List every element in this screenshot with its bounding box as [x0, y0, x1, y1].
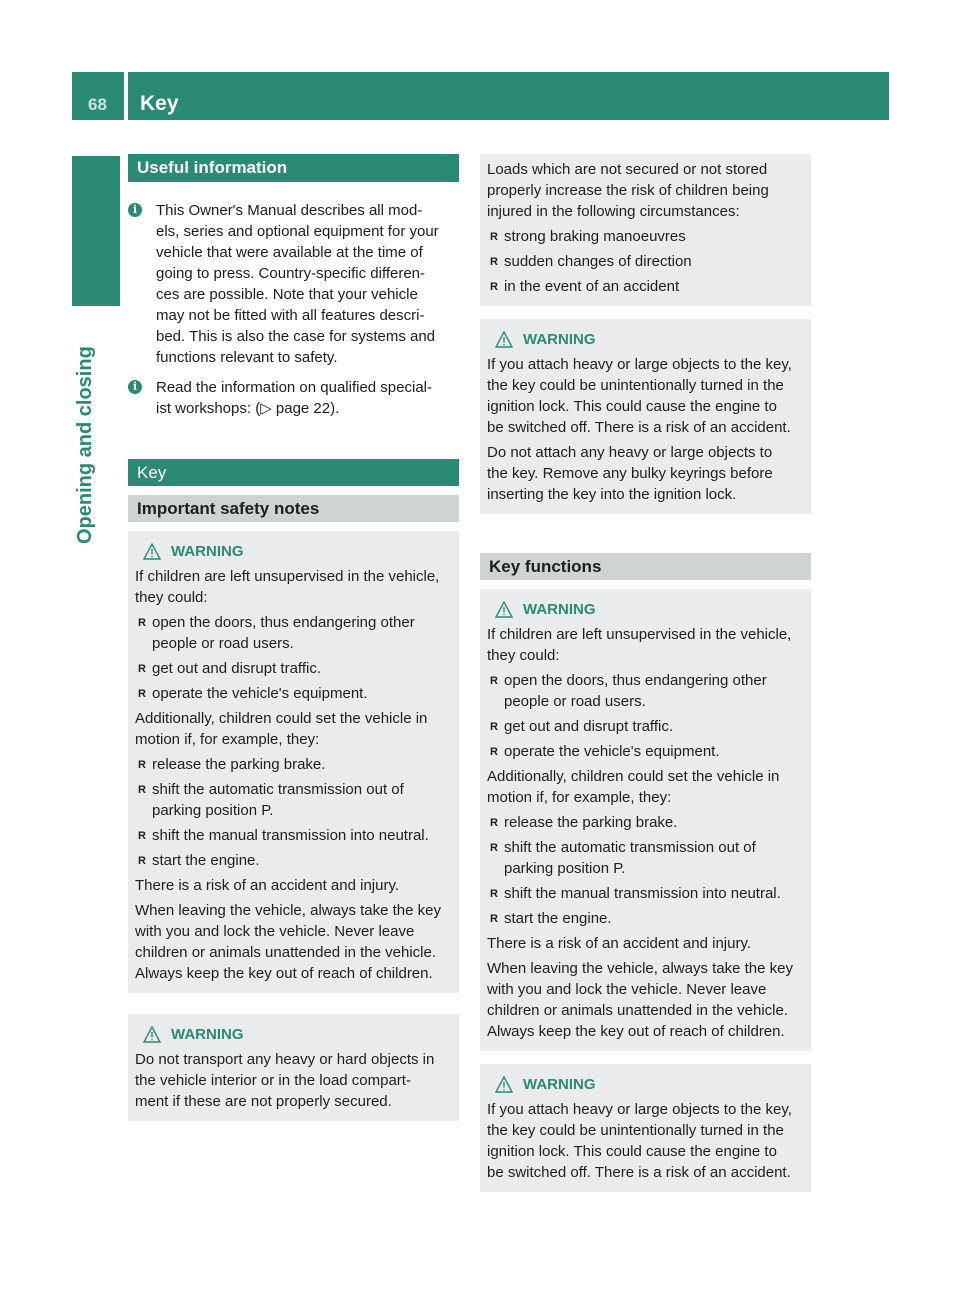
bullet-text: release the parking brake. — [152, 756, 326, 773]
warning-triangle-icon — [143, 543, 161, 560]
bullet-text: shift the manual transmission into neutral. — [152, 827, 429, 844]
text-line: children or animals unattended in the vehicle. — [487, 1002, 789, 1019]
bullet-text: start the engine. — [152, 852, 260, 869]
warning-closing — [487, 958, 804, 1042]
info-text — [142, 200, 459, 368]
bullet-text: in the event of an accident — [504, 278, 680, 295]
info-text — [142, 377, 459, 419]
sidebar-chapter-label: Opening and closing — [74, 346, 96, 544]
info-line: vehicle that were available at the time of — [156, 244, 423, 261]
warning-closing — [135, 900, 452, 984]
bullet-marker: R — [490, 842, 498, 854]
text-line: the key could be unintentionally turned in the — [487, 377, 784, 394]
sidebar-tab — [72, 156, 120, 306]
bullet-marker: R — [138, 759, 146, 771]
bullet-text: strong braking manoeuvres — [504, 228, 686, 245]
bullet-text: operate the vehicle's equipment. — [504, 743, 720, 760]
left-column — [128, 154, 459, 1121]
bullet-marker: R — [490, 817, 498, 829]
bullet-marker: R — [138, 855, 146, 867]
bullet-marker: R — [490, 746, 498, 758]
text-line: Always keep the key out of reach of children. — [487, 1023, 785, 1040]
text-line: Additionally, children could set the vehicle in — [487, 768, 780, 785]
warning-text — [487, 1099, 804, 1183]
bullet-item — [487, 908, 804, 929]
warning-text — [135, 1049, 452, 1112]
bullet-text: start the engine. — [504, 910, 612, 927]
bullet-marker: R — [490, 675, 498, 687]
text-line: they could: — [487, 647, 560, 664]
text-line: with you and lock the vehicle. Never leave — [135, 923, 415, 940]
bullet-marker: R — [490, 721, 498, 733]
info-line: els, series and optional equipment for your — [156, 223, 439, 240]
bullet-marker: R — [490, 281, 498, 293]
warning-label: WARNING — [171, 1025, 244, 1043]
bullet-item — [487, 670, 804, 712]
text-line: Do not transport any heavy or hard objects in — [135, 1051, 435, 1068]
bullet-text: get out and disrupt traffic. — [504, 718, 673, 735]
text-line: injured in the following circumstances: — [487, 203, 740, 220]
bullet-text: parking position P. — [504, 860, 626, 877]
bullet-item — [487, 883, 804, 904]
bullet-marker: R — [490, 231, 498, 243]
bullet-text: shift the manual transmission into neutral. — [504, 885, 781, 902]
warning-instruction — [487, 442, 804, 505]
bullet-text: shift the automatic transmission out of — [152, 781, 404, 798]
text-line: the vehicle interior or in the load compart- — [135, 1072, 411, 1089]
bullet-text: get out and disrupt traffic. — [152, 660, 321, 677]
text-line: When leaving the vehicle, always take the key — [487, 960, 793, 977]
text-line: the key. Remove any bulky keyrings before — [487, 465, 773, 482]
loads-bullets — [487, 226, 804, 297]
info-line: may not be fitted with all features descri- — [156, 307, 425, 324]
warning-box-key-objects-2 — [480, 1064, 811, 1192]
warning-risk: There is a risk of an accident and injury. — [135, 877, 400, 894]
text-line: Loads which are not secured or not stored — [487, 161, 768, 178]
bullet-marker: R — [490, 256, 498, 268]
bullet-item — [487, 812, 804, 833]
bullet-item — [135, 683, 452, 704]
subsection-heading-key-functions: Key functions — [480, 553, 811, 580]
info-icon: i — [128, 380, 142, 394]
info-line: bed. This is also the case for systems and — [156, 328, 436, 345]
useful-information-heading: Useful information — [128, 154, 459, 182]
bullet-item — [135, 825, 452, 846]
text-line: When leaving the vehicle, always take the key — [135, 902, 441, 919]
bullet-item — [487, 251, 804, 272]
bullet-text: people or road users. — [504, 693, 646, 710]
warning-additional — [487, 766, 804, 808]
bullet-marker: R — [490, 888, 498, 900]
bullet-marker: R — [138, 688, 146, 700]
subsection-heading-safety: Important safety notes — [128, 495, 459, 522]
bullet-item — [487, 741, 804, 762]
text-line: If you attach heavy or large objects to the key, — [487, 356, 792, 373]
text-line: inserting the key into the ignition lock. — [487, 486, 737, 503]
text-line: children or animals unattended in the vehicle. — [135, 944, 437, 961]
bullet-marker: R — [138, 830, 146, 842]
page-number: 68 — [88, 95, 107, 114]
info-line: ist workshops: (▷ page 22). — [156, 400, 340, 417]
info-line: ces are possible. Note that your vehicle — [156, 286, 418, 303]
text-line: motion if, for example, they: — [135, 731, 320, 748]
bullet-item — [487, 276, 804, 297]
info-line: Read the information on qualified special- — [156, 379, 432, 396]
bullet-item — [135, 754, 452, 775]
bullet-item — [135, 612, 452, 654]
text-line: If you attach heavy or large objects to the key, — [487, 1101, 792, 1118]
warning-risk: There is a risk of an accident and injury. — [487, 935, 752, 952]
text-line: ignition lock. This could cause the engine to — [487, 1143, 777, 1160]
bullet-text: operate the vehicle's equipment. — [152, 685, 368, 702]
warning-additional — [135, 708, 452, 750]
chapter-title: Key — [140, 92, 179, 115]
warning-header — [135, 540, 452, 562]
text-line: properly increase the risk of children being — [487, 182, 769, 199]
warning-label: WARNING — [523, 1075, 596, 1093]
info-icon: i — [128, 203, 142, 217]
warning-triangle-icon — [495, 1076, 513, 1093]
text-line: they could: — [135, 589, 208, 606]
warning-label: WARNING — [523, 600, 596, 618]
bullet-text: release the parking brake. — [504, 814, 678, 831]
bullet-item — [487, 716, 804, 737]
page-header — [72, 72, 889, 120]
warning-header — [135, 1023, 452, 1045]
bullet-item — [135, 658, 452, 679]
text-line: motion if, for example, they: — [487, 789, 672, 806]
bullet-item — [487, 226, 804, 247]
text-line: Additionally, children could set the vehicle in — [135, 710, 428, 727]
text-line: ment if these are not properly secured. — [135, 1093, 392, 1110]
section-heading-key: Key — [128, 459, 459, 486]
bullet-marker: R — [138, 784, 146, 796]
warning-triangle-icon — [495, 331, 513, 348]
loads-intro — [487, 159, 804, 222]
warning-triangle-icon — [143, 1026, 161, 1043]
warning-box-objects — [128, 1014, 459, 1121]
warning-label: WARNING — [171, 542, 244, 560]
loads-info-box — [480, 154, 811, 306]
header-divider — [124, 72, 128, 120]
text-line: Do not attach any heavy or large objects to — [487, 444, 773, 461]
info-note-workshops — [128, 377, 459, 419]
warning-box-children — [128, 531, 459, 993]
warning-triangle-icon — [495, 601, 513, 618]
bullet-item — [135, 779, 452, 821]
text-line: ignition lock. This could cause the engine to — [487, 398, 777, 415]
text-line: be switched off. There is a risk of an accident. — [487, 1164, 791, 1181]
warning-intro — [135, 566, 452, 608]
text-line: If children are left unsupervised in the vehicle, — [487, 626, 792, 643]
warning-text — [487, 354, 804, 438]
bullet-text: shift the automatic transmission out of — [504, 839, 756, 856]
info-line: functions relevant to safety. — [156, 349, 338, 366]
text-line: Always keep the key out of reach of children. — [135, 965, 433, 982]
bullet-text: people or road users. — [152, 635, 294, 652]
bullet-text: parking position P. — [152, 802, 274, 819]
warning-box-key-objects — [480, 319, 811, 514]
bullet-item — [135, 850, 452, 871]
bullet-item — [487, 837, 804, 879]
bullet-marker: R — [138, 663, 146, 675]
warning-intro — [487, 624, 804, 666]
warning-label: WARNING — [523, 330, 596, 348]
warning-header — [487, 328, 804, 350]
warning-header — [487, 598, 804, 620]
warning-box-children-2 — [480, 589, 811, 1051]
text-line: If children are left unsupervised in the vehicle, — [135, 568, 440, 585]
bullet-marker: R — [138, 617, 146, 629]
text-line: with you and lock the vehicle. Never leave — [487, 981, 767, 998]
text-line: the key could be unintentionally turned in the — [487, 1122, 784, 1139]
warning-header — [487, 1073, 804, 1095]
info-note-manual — [128, 200, 459, 368]
info-line: This Owner's Manual describes all mod- — [156, 202, 423, 219]
text-line: be switched off. There is a risk of an accident. — [487, 419, 791, 436]
info-line: going to press. Country-specific differen- — [156, 265, 426, 282]
bullet-marker: R — [490, 913, 498, 925]
bullet-text: open the doors, thus endangering other — [504, 672, 767, 689]
right-column — [480, 154, 811, 1192]
bullet-text: open the doors, thus endangering other — [152, 614, 415, 631]
bullet-text: sudden changes of direction — [504, 253, 692, 270]
